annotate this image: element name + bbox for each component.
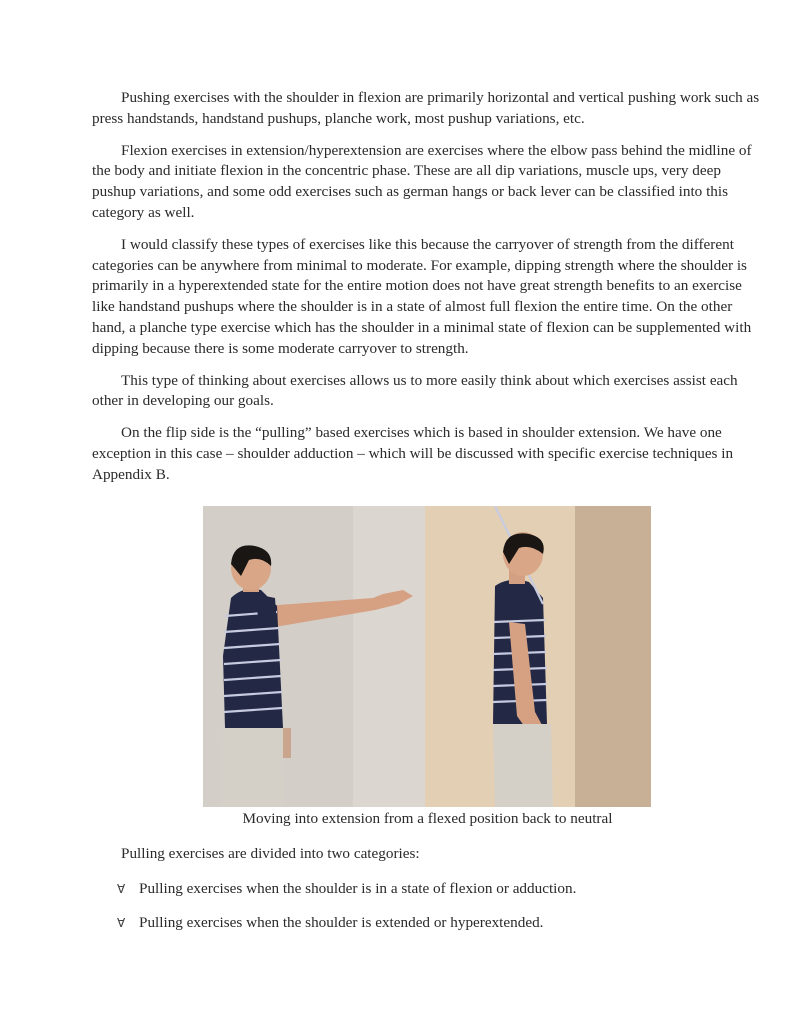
bullet-icon: Ɐ [117, 882, 126, 896]
paragraph-2: Flexion exercises in extension/hyperextension are exercises where the elbow pass behind the midline of the body and initiate flexion in the concentric phase. These are all dip variations, muscle ups, very deep pushup variations, and some odd exercises such as german hangs or back lever can be classified into this category as well. [92, 141, 752, 221]
paragraph-3: I would classify these types of exercises like this because the carryover of strength from the different categories can be anywhere from minimal to moderate. For example, dipping strength where the shoulder is primarily in a hyperextended state for the entire motion does not have great strength benefits to an exercise like handstand pushups where the shoulder is in a state of almost full flexion the entire time. On the other hand, a planche type exercise which has the shoulder in a minimal state of flexion can be supplemented with dipping because there is some moderate carryover to strength. [92, 235, 752, 357]
paragraph-5: On the flip side is the “pulling” based exercises which is based in shoulder extension. We have one exception in this case – shoulder adduction – which will be discussed with specific exercise techniques in Appendix B. [92, 424, 734, 483]
pulling-categories-list [117, 878, 576, 946]
paragraph-4: This type of thinking about exercises allows us to more easily think about which exercises assist each other in developing our goals. [92, 371, 738, 410]
photo-neutral-position [425, 506, 651, 807]
list-item [117, 878, 576, 900]
body-text [92, 88, 762, 497]
pulling-intro: Pulling exercises are divided into two categories: [121, 845, 420, 862]
list-item-text: Pulling exercises when the shoulder is extended or hyperextended. [139, 914, 544, 931]
list-item [117, 912, 576, 934]
paragraph-1: Pushing exercises with the shoulder in flexion are primarily horizontal and vertical pushing work such as press handstands, handstand pushups, planche work, most pushup variations, etc. [92, 89, 760, 127]
figure-caption: Moving into extension from a flexed position back to neutral [242, 810, 613, 827]
exercise-figure [203, 506, 651, 807]
photo-flexed-position [203, 506, 425, 807]
list-item-text: Pulling exercises when the shoulder is in a state of flexion or adduction. [139, 880, 577, 897]
bullet-icon: Ɐ [117, 916, 126, 930]
